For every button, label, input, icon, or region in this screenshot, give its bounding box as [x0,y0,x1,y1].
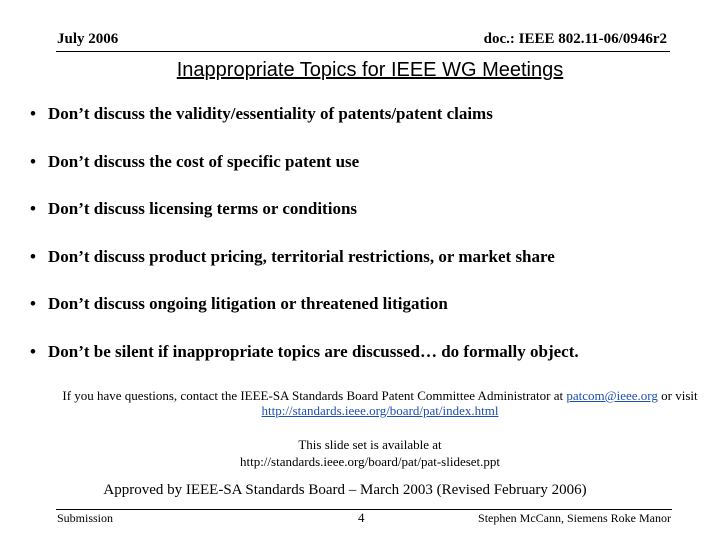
header-date: July 2006 [57,31,119,47]
bullet-text: Don’t discuss ongoing litigation or threatened litigation [48,294,448,314]
slideset-url: http://standards.ieee.org/board/pat/pat-slideset.ppt [239,454,501,469]
bullet-text: Don’t discuss the cost of specific patent use [48,151,360,171]
footer-author: Stephen McCann, Siemens Roke Manor [478,511,671,525]
bullet-item [30,151,579,199]
bullet-icon: • [30,104,36,123]
contact-middle: or visit [661,388,698,403]
bullet-text: Don’t be silent if inappropriate topics are discussed… do formally object. [48,341,579,361]
bullet-item [30,341,579,389]
slideset-availability [0,436,720,470]
bullet-text: Don’t discuss licensing terms or conditions [48,199,358,219]
bullet-text: Don’t discuss the validity/essentiality of patents/patent claims [48,104,493,123]
bullet-icon: • [30,199,36,219]
approval-note: Approved by IEEE-SA Standards Board – March 2003 (Revised February 2006) [103,482,587,498]
patcom-email-link[interactable]: patcom@ieee.org [566,388,658,403]
header-doc-id: doc.: IEEE 802.11-06/0946r2 [483,31,667,47]
footer-submission: Submission [57,511,114,525]
patent-index-link[interactable]: http://standards.ieee.org/board/pat/index.html [261,403,499,418]
bullet-item [30,103,579,151]
availability-line: This slide set is available at [298,437,442,452]
header-divider [56,51,670,52]
bullet-item [30,198,579,246]
contact-note [40,388,720,418]
page-number: 4 [358,510,365,525]
bullet-item [30,293,579,341]
bullet-icon: • [30,341,36,361]
bullet-text: Don’t discuss product pricing, territorial restrictions, or market share [48,246,555,266]
contact-prefix: If you have questions, contact the IEEE-SA Standards Board Patent Committee Administrator at [62,388,564,403]
bullet-icon: • [30,294,36,314]
bullet-icon: • [30,246,36,266]
bullet-item [30,246,579,294]
bullet-list [30,103,579,389]
slide-title: Inappropriate Topics for IEEE WG Meetings [176,59,564,81]
bullet-icon: • [30,151,36,171]
